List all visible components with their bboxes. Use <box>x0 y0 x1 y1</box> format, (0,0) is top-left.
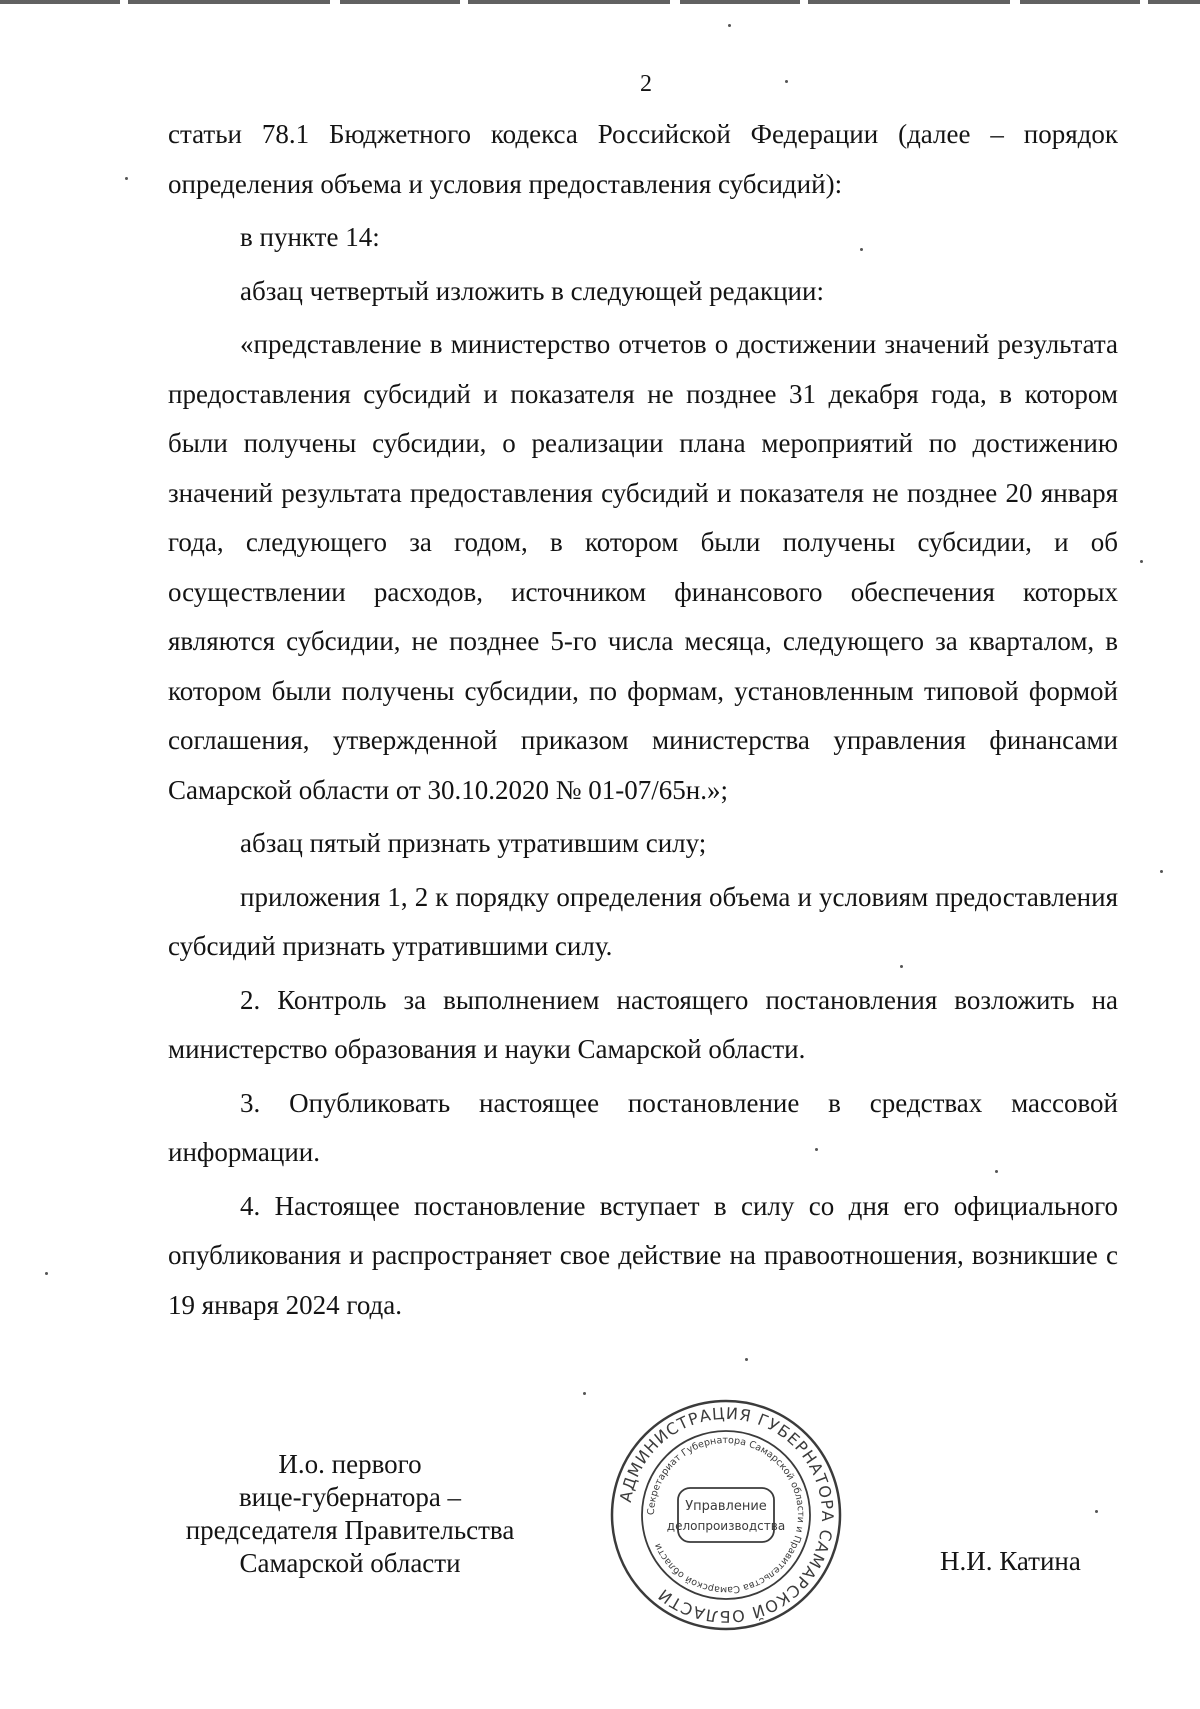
paragraph-9: 4. Настоящее постановление вступает в силу со дня его официального опубликования и распространяет свое действие на правоотношения, возникшие с 19 января 2024 года. <box>168 1190 1118 1320</box>
scan-speck <box>815 1148 818 1151</box>
stamp-center-line1: Управление <box>685 1499 767 1514</box>
paragraph-8: 3. Опубликовать настоящее постановление в средствах массовой информации. <box>168 1087 1118 1167</box>
scan-speck <box>900 965 903 968</box>
stamp-inner-ring-text: Секретариат Губернатора Самарской области и Правительства Самарской области <box>645 1434 807 1596</box>
scan-speck <box>45 1272 48 1275</box>
scan-speck <box>728 24 731 27</box>
paragraph-7: 2. Контроль за выполнением настоящего постановления возложить на министерство образования и науки Самарской области. <box>168 984 1118 1064</box>
page-number: 2 <box>640 71 652 97</box>
scan-speck <box>785 80 788 83</box>
scan-speck <box>995 1170 998 1173</box>
paragraph-1: статьи 78.1 Бюджетного кодекса Российской Федерации (далее – порядок определения объема и условия предоставления субсидий): <box>168 119 1118 199</box>
scan-speck <box>745 1358 748 1361</box>
scan-speck <box>1160 870 1163 873</box>
document-body <box>168 110 1118 1330</box>
paragraph-5: абзац пятый признать утратившим силу; <box>240 828 707 858</box>
scan-speck <box>1095 1510 1098 1513</box>
scan-speck <box>125 177 128 180</box>
scan-speck <box>583 1392 586 1395</box>
signatory-position-line: вице-губернатора – <box>238 1482 462 1512</box>
paragraph-6: приложения 1, 2 к порядку определения объема и условиям предоставления субсидий признать утратившими силу. <box>168 881 1118 961</box>
scan-speck <box>860 248 863 251</box>
scan-speck <box>1140 560 1143 563</box>
signatory-position-line: И.о. первого <box>278 1449 422 1479</box>
signatory-name: Н.И. Катина <box>940 1546 1081 1576</box>
paragraph-4: «представление в министерство отчетов о достижении значений результата предоставления субсидий и показателя не позднее 31 декабря года, в котором были получены субсидии, о реализации плана мероприятий по достижению значений результата предоставления субсидий и показателя не позднее 20 января года, следующего за годом, в котором были получены субсидии, и об осуществлении расходов, источником финансового обеспечения которых являются субсидии, не позднее 5-го числа месяца, следующего за кварталом, в котором были получены субсидии, по формам, установленным типовой формой соглашения, утвержденной приказом министерства управления финансами Самарской области от 30.10.2020 № 01-07/65н.»; <box>168 329 1118 805</box>
signatory-position-line: председателя Правительства <box>185 1515 515 1545</box>
stamp-middle-ring <box>642 1431 810 1599</box>
signatory-position-line: Самарской области <box>239 1548 461 1578</box>
stamp-outer-text: АДМИНИСТРАЦИЯ ГУБЕРНАТОРА САМАРСКОЙ ОБЛАСТИ <box>615 1403 838 1627</box>
stamp-center-line2: делопроизводства <box>666 1519 786 1533</box>
official-stamp <box>606 1395 846 1635</box>
scan-top-edge <box>0 0 1200 4</box>
signatory-position <box>160 1448 540 1580</box>
paragraph-2: в пункте 14: <box>240 222 380 252</box>
paragraph-3: абзац четвертый изложить в следующей редакции: <box>240 275 824 306</box>
stamp-center-box <box>678 1488 774 1542</box>
